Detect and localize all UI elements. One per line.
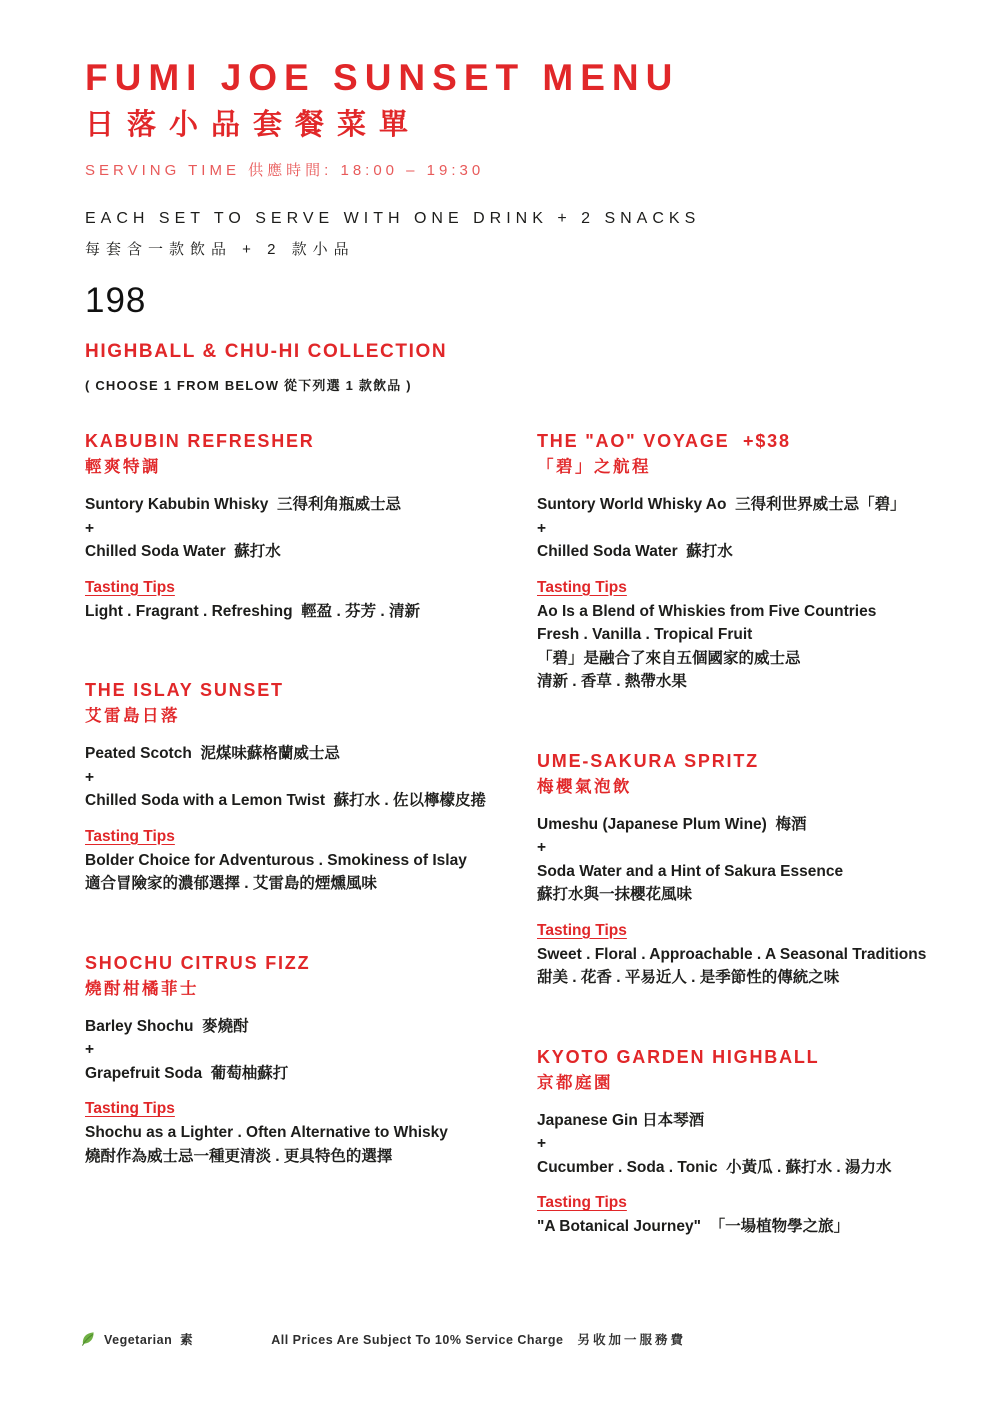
set-note-zh: 每套含一款飲品 + 2 款小品 [85,241,355,259]
text-line: Grapefruit Soda 葡萄柚蘇打 [85,1064,289,1082]
serving-time: SERVING TIME 供應時間: 18:00 – 19:30 [85,162,485,180]
text-line: + [537,1135,547,1152]
tasting-tips-label: Tasting Tips [537,921,627,939]
item-tasting-tips [537,1215,977,1239]
text-line: Chilled Soda with a Lemon Twist 蘇打水 . 佐以檸檬皮捲 [85,792,487,809]
text-line: Ao Is a Blend of Whiskies from Five Countries [537,602,877,620]
text-line: 甜美 . 花香 . 平易近人 . 是季節性的傳統之味 [537,969,840,986]
item-name-zh: 京都庭園 [537,1073,613,1092]
text-line: Chilled Soda Water 蘇打水 [85,543,281,560]
text-line: Umeshu (Japanese Plum Wine) 梅酒 [537,815,807,833]
item-name-zh: 輕爽特調 [85,458,161,476]
item-name: KYOTO GARDEN HIGHBALL [537,1046,820,1067]
item-name-zh: 艾雷島日落 [85,707,180,725]
set-note-en: EACH SET TO SERVE WITH ONE DRINK + 2 SNACKS [85,210,701,228]
text-line: + [537,839,547,856]
item-name: UME-SAKURA SPRITZ [537,750,759,771]
menu-footer [80,1330,940,1348]
page-title: FUMI JOE SUNSET MENU [85,57,680,98]
text-line: Sweet . Floral . Approachable . A Seasonal Traditions [537,945,927,963]
text-line: + [537,519,547,537]
item-tasting-tips [85,849,535,896]
text-line: + [85,1041,95,1058]
item-name: SHOCHU CITRUS FIZZ [85,952,311,973]
leaf-icon [80,1331,96,1347]
service-charge-note-en: All Prices Are Subject To 10% Service Charge [271,1333,564,1347]
tasting-tips-label: Tasting Tips [85,578,175,596]
item-ingredients [537,813,977,907]
menu-item-shochu-citrus-fizz [85,952,535,1169]
item-ingredients [85,1015,535,1086]
item-tasting-tips [85,600,535,624]
text-line: + [85,768,95,786]
menu-header [85,58,965,321]
menu-item-ume-sakura-spritz [537,750,977,990]
tasting-tips-label: Tasting Tips [537,1194,627,1211]
text-line: 蘇打水與一抹櫻花風味 [537,886,693,903]
item-tasting-tips [537,600,977,694]
text-line: 適合冒險家的濃郁選擇 . 艾雷島的煙燻風味 [85,875,377,892]
menu-item-islay-sunset [85,679,535,896]
item-name-zh: 「碧」之航程 [537,458,651,476]
text-line: 「碧」是融合了來自五個國家的威士忌 [537,649,801,667]
vegetarian-legend [80,1330,193,1348]
menu-column-left [85,430,535,1224]
text-line: Chilled Soda Water 蘇打水 [537,543,733,560]
vegetarian-label: Vegetarian 素 [104,1333,194,1347]
section-note: ( CHOOSE 1 FROM BELOW 從下列選 1 款飲品 ) [85,378,412,393]
page-title-zh: 日落小品套餐菜單 [85,108,422,141]
text-line: Suntory World Whisky Ao 三得利世界威士忌「碧」 [537,496,906,513]
tasting-tips-label: Tasting Tips [537,578,627,596]
text-line: Barley Shochu 麥燒酎 [85,1017,249,1035]
menu-item-kabubin-refresher [85,430,535,623]
text-line: + [85,519,95,537]
text-line: Peated Scotch 泥煤味蘇格蘭威士忌 [85,745,340,762]
text-line: Soda Water and a Hint of Sakura Essence [537,862,844,880]
section-head [85,341,965,394]
text-line: Suntory Kabubin Whisky 三得利角瓶威士忌 [85,496,402,513]
menu-item-ao-voyage [537,430,977,694]
text-line: Bolder Choice for Adventurous . Smokiness of Islay [85,851,467,869]
menu-item-kyoto-garden-highball [537,1046,977,1239]
text-line: 燒酎作為威士忌一種更清淡 . 更具特色的選擇 [85,1147,393,1165]
section-title: HIGHBALL & CHU-HI COLLECTION [85,341,448,362]
text-line: Fresh . Vanilla . Tropical Fruit [537,626,753,643]
text-line: Cucumber . Soda . Tonic 小黃瓜 . 蘇打水 . 湯力水 [537,1158,892,1176]
item-name-zh: 燒酎柑橘菲士 [85,979,199,998]
item-ingredients [537,493,977,564]
item-ingredients [85,742,535,813]
set-price: 198 [85,281,147,321]
item-name: THE "AO" VOYAGE +$38 [537,431,791,451]
item-ingredients [85,493,535,564]
item-tasting-tips [537,943,977,990]
text-line: Light . Fragrant . Refreshing 輕盈 . 芬芳 . 清新 [85,602,420,620]
item-name-zh: 梅櫻氣泡飲 [537,777,632,796]
text-line: Shochu as a Lighter . Often Alternative to Whisky [85,1124,448,1141]
item-tasting-tips [85,1121,535,1168]
tasting-tips-label: Tasting Tips [85,1100,175,1117]
text-line: Japanese Gin 日本琴酒 [537,1111,705,1129]
service-charge-note [271,1330,686,1348]
item-ingredients [537,1109,977,1180]
item-name: KABUBIN REFRESHER [85,431,315,451]
text-line: 清新 . 香草 . 熱帶水果 [537,673,687,690]
menu-column-right [537,430,977,1295]
item-name: THE ISLAY SUNSET [85,680,284,700]
tasting-tips-label: Tasting Tips [85,827,175,845]
text-line: "A Botanical Journey" 「一場植物學之旅」 [537,1218,850,1235]
service-charge-note-zh: 另收加一服務費 [577,1333,686,1347]
